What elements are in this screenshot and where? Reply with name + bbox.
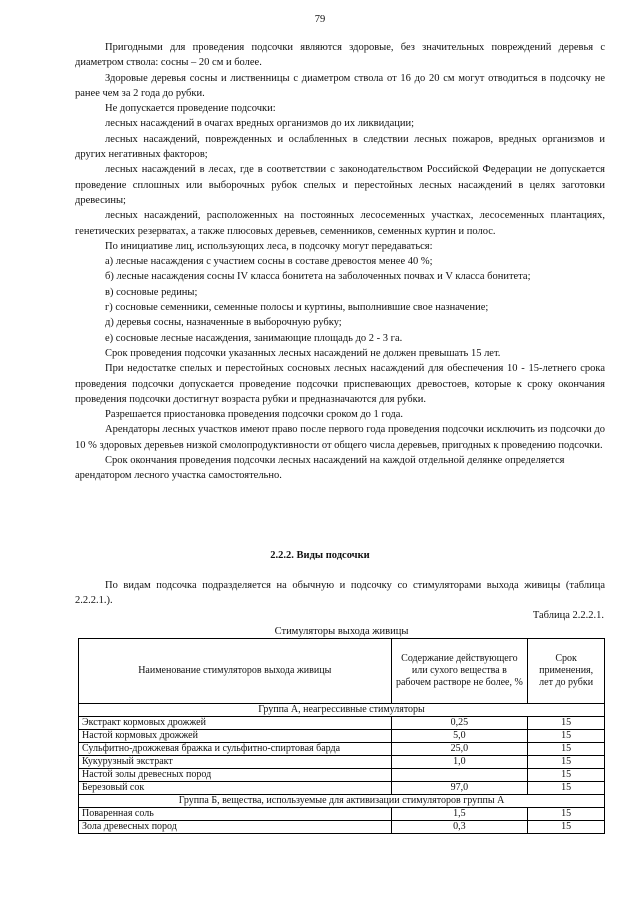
header-name: Наименование стимуляторов выхода живицы	[79, 639, 392, 704]
paragraph: в) сосновые редины;	[105, 286, 198, 298]
table-row	[79, 743, 605, 756]
cell-name: Сульфитно-дрожжевая бражка и сульфитно-спиртовая барда	[79, 743, 392, 756]
table-caption: Стимуляторы выхода живицы	[274, 626, 409, 637]
cell-name: Настой кормовых дрожжей	[79, 730, 392, 743]
paragraph: При недостатке спелых и перестойных сосновых лесных насаждений для обеспечения 10 - 15-летнего срока проведения подсочки допускается проведение подсочки приспевающих древостоев, которые к сроку окончания проведения подсочки достигнут возраста рубки и предназначаются для рубки.	[75, 363, 605, 405]
paragraph: а) лесные насаждения с участием сосны в составе древостоя менее 40 %;	[105, 256, 433, 268]
paragraph: Здоровые деревья сосны и лиственницы с диаметром ствола от 16 до 20 см могут отводиться в подсочку не ранее чем за 2 года до рубки.	[75, 72, 605, 99]
cell-content: 0,25	[391, 717, 528, 730]
cell-content: 1,0	[391, 756, 528, 769]
paragraph: г) сосновые семенники, семенные полосы и куртины, выполнившие свое назначение;	[105, 302, 489, 314]
paragraph: Не допускается проведение подсочки:	[105, 103, 276, 115]
paragraph: лесных насаждений в лесах, где в соответствии с законодательством Российской Федерации не допускается проведение сплошных или выборочных рубок спелых и перестойных лесных насаждений в целях заготовки древесины;	[75, 164, 605, 206]
cell-content	[391, 769, 528, 782]
intro-paragraph: По видам подсочка подразделяется на обычную и подсочку со стимуляторами выхода живицы (таблица 2.2.2.1.).	[75, 580, 605, 607]
cell-term: 15	[528, 730, 605, 743]
cell-content: 5,0	[391, 730, 528, 743]
table-row	[79, 782, 605, 795]
paragraph: Арендаторы лесных участков имеют право после первого года проведения подсочки исключить из подсочки до 10 % здоровых деревьев низкой смолопродуктивности от общего числа деревьев, пригодных к проведению подсочки.	[75, 424, 605, 451]
paragraph: Разрешается приостановка проведения подсочки сроком до 1 года.	[105, 409, 404, 421]
cell-content: 1,5	[391, 808, 528, 821]
header-content: Содержание действующего или сухого вещества в рабочем растворе не более, %	[391, 639, 528, 704]
body-text	[75, 40, 605, 484]
cell-content: 0,3	[391, 821, 528, 834]
table-row	[79, 717, 605, 730]
paragraph: лесных насаждений, расположенных на постоянных лесосеменных участках, лесосеменных плантациях, генетических резерватах, а также плюсовых деревьев, семенников, семенных куртин и полос.	[75, 210, 605, 237]
cell-content: 97,0	[391, 782, 528, 795]
cell-term: 15	[528, 756, 605, 769]
cell-name: Зола древесных пород	[79, 821, 392, 834]
table-row	[79, 821, 605, 834]
paragraph: Пригодными для проведения подсочки являются здоровые, без значительных повреждений деревья с диаметром ствола: сосны – 20 см и более.	[75, 42, 605, 69]
cell-name: Поваренная соль	[79, 808, 392, 821]
cell-name: Экстракт кормовых дрожжей	[79, 717, 392, 730]
group-row	[79, 704, 605, 717]
cell-name: Березовый сок	[79, 782, 392, 795]
table-row	[79, 730, 605, 743]
paragraph: Срок окончания проведения подсочки лесных насаждений на каждой отдельной делянке определяется арендатором лесного участка самостоятельно.	[75, 455, 565, 482]
paragraph: лесных насаждений, поврежденных и ослабленных в следствии лесных пожаров, вредных организмов и других негативных факторов;	[75, 133, 605, 161]
table-row	[79, 808, 605, 821]
cell-term: 15	[528, 782, 605, 795]
group-b-label: Группа Б, вещества, используемые для активизации стимуляторов группы А	[79, 795, 605, 808]
paragraph: Срок проведения подсочки указанных лесных насаждений не должен превышать 15 лет.	[105, 347, 501, 359]
cell-content: 25,0	[391, 743, 528, 756]
paragraph: д) деревья сосны, назначенные в выборочную рубку;	[105, 317, 342, 329]
header-term: Срок применения, лет до рубки	[528, 639, 605, 704]
paragraph: е) сосновые лесные насаждения, занимающие площадь до 2 - 3 га.	[105, 332, 403, 344]
group-row	[79, 795, 605, 808]
group-a-label: Группа А, неагрессивные стимуляторы	[79, 704, 605, 717]
table-reference: Таблица 2.2.2.1.	[532, 610, 604, 621]
table-row	[79, 756, 605, 769]
paragraph: По инициативе лиц, использующих леса, в подсочку могут передаваться:	[105, 240, 433, 252]
cell-name: Настой золы древесных пород	[79, 769, 392, 782]
section-heading: 2.2.2. Виды подсочки	[270, 550, 370, 561]
cell-term: 15	[528, 769, 605, 782]
cell-term: 15	[528, 821, 605, 834]
cell-name: Кукурузный экстракт	[79, 756, 392, 769]
paragraph: лесных насаждений в очагах вредных организмов до их ликвидации;	[105, 118, 415, 130]
table-header-row	[79, 639, 605, 704]
table-row	[79, 769, 605, 782]
paragraph: б) лесные насаждения сосны IV класса бонитета на заболоченных почвах и V класса бонитета;	[105, 271, 531, 283]
stimulators-table	[78, 638, 605, 834]
cell-term: 15	[528, 743, 605, 756]
cell-term: 15	[528, 808, 605, 821]
cell-term: 15	[528, 717, 605, 730]
page-number: 79	[314, 14, 326, 25]
